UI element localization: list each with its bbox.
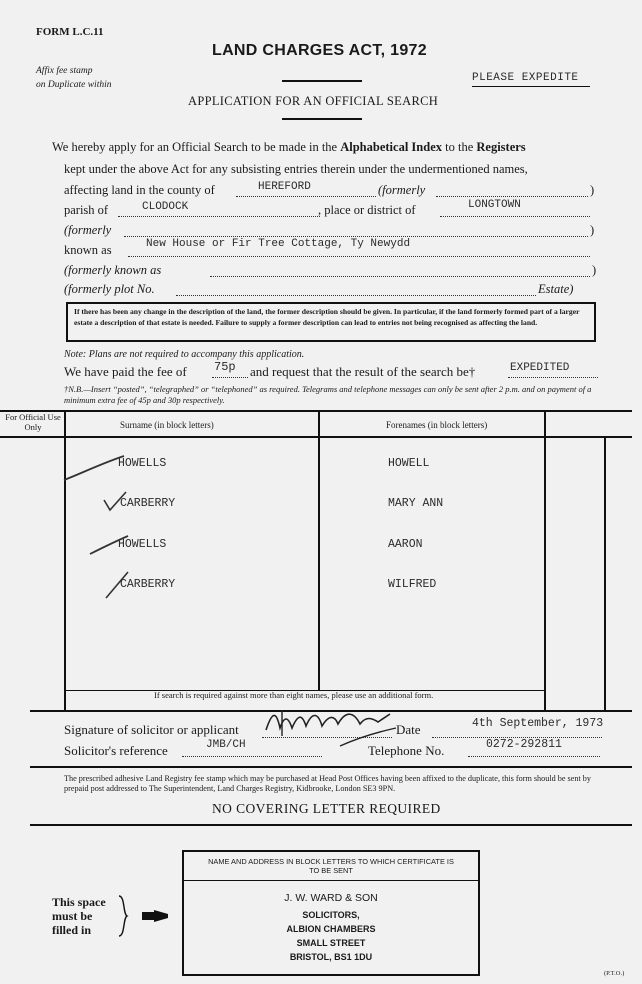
forenames-header: Forenames (in block letters) [386, 420, 488, 430]
fee-value: 75p [214, 360, 236, 374]
address-box-header: NAME AND ADDRESS IN BLOCK LETTERS TO WHICH CERTIFICATE IS TO BE SENT [208, 857, 454, 875]
date-label: Date [396, 722, 421, 737]
telephone-label: Telephone No. [368, 743, 445, 758]
space-note-2: must be [52, 909, 93, 923]
application-title: APPLICATION FOR AN OFFICIAL SEARCH [188, 94, 439, 108]
estate-label: Estate) [538, 282, 574, 296]
expedite-stamp: PLEASE EXPEDITE [472, 72, 579, 84]
tick-mark-icon [86, 530, 132, 560]
place-value: LONGTOWN [468, 199, 521, 211]
space-note-3: filled in [52, 923, 92, 937]
tick-mark-icon [100, 488, 130, 516]
brace-icon [117, 894, 129, 938]
date-value: 4th September, 1973 [472, 717, 604, 730]
act-title: LAND CHARGES ACT, 1972 [212, 42, 427, 59]
signature-stroke-icon [338, 726, 398, 750]
plot-label: (formerly plot No. [64, 282, 155, 296]
former-description-notice: If there has been any change in the description of the land, the former description should be given. In particular, if the land formerly formed part of a larger estate a description of that estate is needed. Failure to supply a former description can lead to entries not being recognised as affecting the land. [66, 302, 596, 342]
parish-value: CLODOCK [142, 201, 189, 213]
county-label: affecting land in the county of [64, 183, 215, 197]
result-value: EXPEDITED [510, 362, 570, 374]
table-row-surname: CARBERRY [120, 578, 176, 591]
known-as-label: known as [64, 243, 112, 257]
tick-mark-icon [102, 568, 132, 602]
prescribed-note: The prescribed adhesive Land Registry fee stamp which may be purchased at Head Post Offices having been affixed to the duplicate, this form should be sent by prepaid post addressed to The Superintendent, Land Charges Registry, Kidbrooke, London SE3 9PN. [64, 774, 591, 793]
table-row-forenames: AARON [388, 538, 423, 551]
address-box [182, 850, 480, 976]
telephone-value: 0272-292811 [486, 738, 562, 751]
parish-label: parish of [64, 203, 109, 217]
stamp-underline [472, 86, 590, 87]
title-rule-2 [282, 118, 362, 120]
pointing-hand-icon [140, 908, 172, 924]
table-row-surname: CARBERRY [120, 497, 176, 510]
title-rule [282, 80, 362, 82]
tick-mark-icon [60, 452, 130, 486]
table-row-surname: HOWELLS [118, 538, 167, 551]
affix-line-2: on Duplicate within [36, 80, 112, 90]
formerly-known-label: (formerly known as [64, 263, 162, 277]
table-header-border [0, 436, 632, 438]
address-line-2: SOLICITORS, [302, 910, 360, 920]
request-label: and request that the result of the search be† [250, 364, 476, 379]
fee-paid-label: We have paid the fee of [64, 364, 187, 379]
formerly-line: (formerly [64, 223, 112, 237]
known-as-value: New House or Fir Tree Cottage, Ty Newydd [146, 238, 411, 250]
affix-line-1: Affix fee stamp [36, 66, 93, 76]
table-row-forenames: WILFRED [388, 578, 437, 591]
signature-label: Signature of solicitor or applicant [64, 722, 239, 737]
table-row-forenames: MARY ANN [388, 497, 444, 510]
surname-header: Surname (in block letters) [120, 420, 214, 430]
reference-label: Solicitor's reference [64, 743, 168, 758]
address-line-3: ALBION CHAMBERS [286, 924, 376, 934]
address-line-4: SMALL STREET [296, 938, 366, 948]
space-note-1: This space [52, 895, 106, 909]
covering-letter-note: NO COVERING LETTER REQUIRED [212, 801, 441, 816]
form-page: FORM L.C.11 LAND CHARGES ACT, 1972 Affix fee stamp on Duplicate within PLEASE EXPEDITE APPLICATION FOR AN OFFICIAL SEARCH We hereby apply for an Official Search to be made in the Alphabetical Index to the Registers kept under the above Act for any subsisting entries therein under the undermentioned names, affecting land in the county of HEREFORD (formerly ) parish of CLODOCK , place or district of LONGTOWN (formerly ) known as New House or Fir Tree Cottage, Ty Newydd (formerly known as ) (formerly plot No. Estate) If there has been any change in the description of the land, the former description should be given. In particular, if the land formerly formed part of a larger estate a description of that estate is needed. Failure to supply a former description can lead to entries not being recognised as affecting the land. Note: Plans are not required to accompany this application. We have paid the fee of 75p and request that the result of the search be† EXPEDITED †N.B.—Insert “posted”, “telegraphed” or “telephoned” as required. Telegrams and telephone messages can only be sent after 2 p.m. and on payment of a minimum extra fee of 45p and 30p respectively. For Official Use Only Surname (in block letters) Forenames (in block letters) HOWELLS HOWELL CARBERRY MARY ANN HOWELLS AARON CARBERRY WILFRED If search is required against more than eight names, please use an additional form. Signature of solicitor or applicant Date 4th September, 1973 Solicitor's reference JMB/CH Telephone No. 0272-292811 The prescribed adhesive Land Registry fee stamp which may be purchased at Head Post Offices having been affixed to the duplicate, this form should be sent by prepaid post addressed to The Superintendent, Land Charges Registry, Kidbrooke, London SE3 9PN. NO COVERING LETTER REQUIRED NAME AND ADDRESS IN BLOCK LETTERS TO WHICH CERTIFICATE IS TO BE SENT J. W. WARD & SON SOLICITORS, ALBION CHAMBERS SMALL STREET BRISTOL, BS1 1DU This space must be filled in (P.T.O.) [0, 0, 642, 984]
address-line-5: BRISTOL, BS1 1DU [289, 952, 373, 962]
eight-names-note: If search is required against more than eight names, please use an additional form. [154, 690, 434, 700]
reference-value: JMB/CH [206, 739, 246, 751]
table-row-surname: HOWELLS [118, 457, 167, 470]
form-number: FORM L.C.11 [36, 26, 104, 38]
pto-label: (P.T.O.) [604, 970, 625, 977]
address-line-1: J. W. WARD & SON [284, 892, 378, 904]
county-value: HEREFORD [258, 181, 311, 193]
plans-note: Note: Plans are not required to accompany this application. [64, 349, 305, 360]
table-top-border [0, 410, 632, 412]
nb-note: †N.B.—Insert “posted”, “telegraphed” or “telephoned” as required. Telegrams and telephone messages can only be sent after 2 p.m. and on payment of a minimum extra fee of 45p and 30p respectively. [64, 384, 592, 405]
intro-line-1: We hereby apply for an Official Search to be made in the Alphabetical Index to the Registers [52, 140, 526, 154]
intro-line-2: kept under the above Act for any subsisting entries therein under the undermentioned names, [64, 162, 528, 176]
county-formerly: (formerly [378, 183, 426, 197]
place-label: , place or district of [318, 203, 416, 217]
table-row-forenames: HOWELL [388, 457, 430, 470]
official-use-header: For Official Use Only [5, 412, 61, 432]
